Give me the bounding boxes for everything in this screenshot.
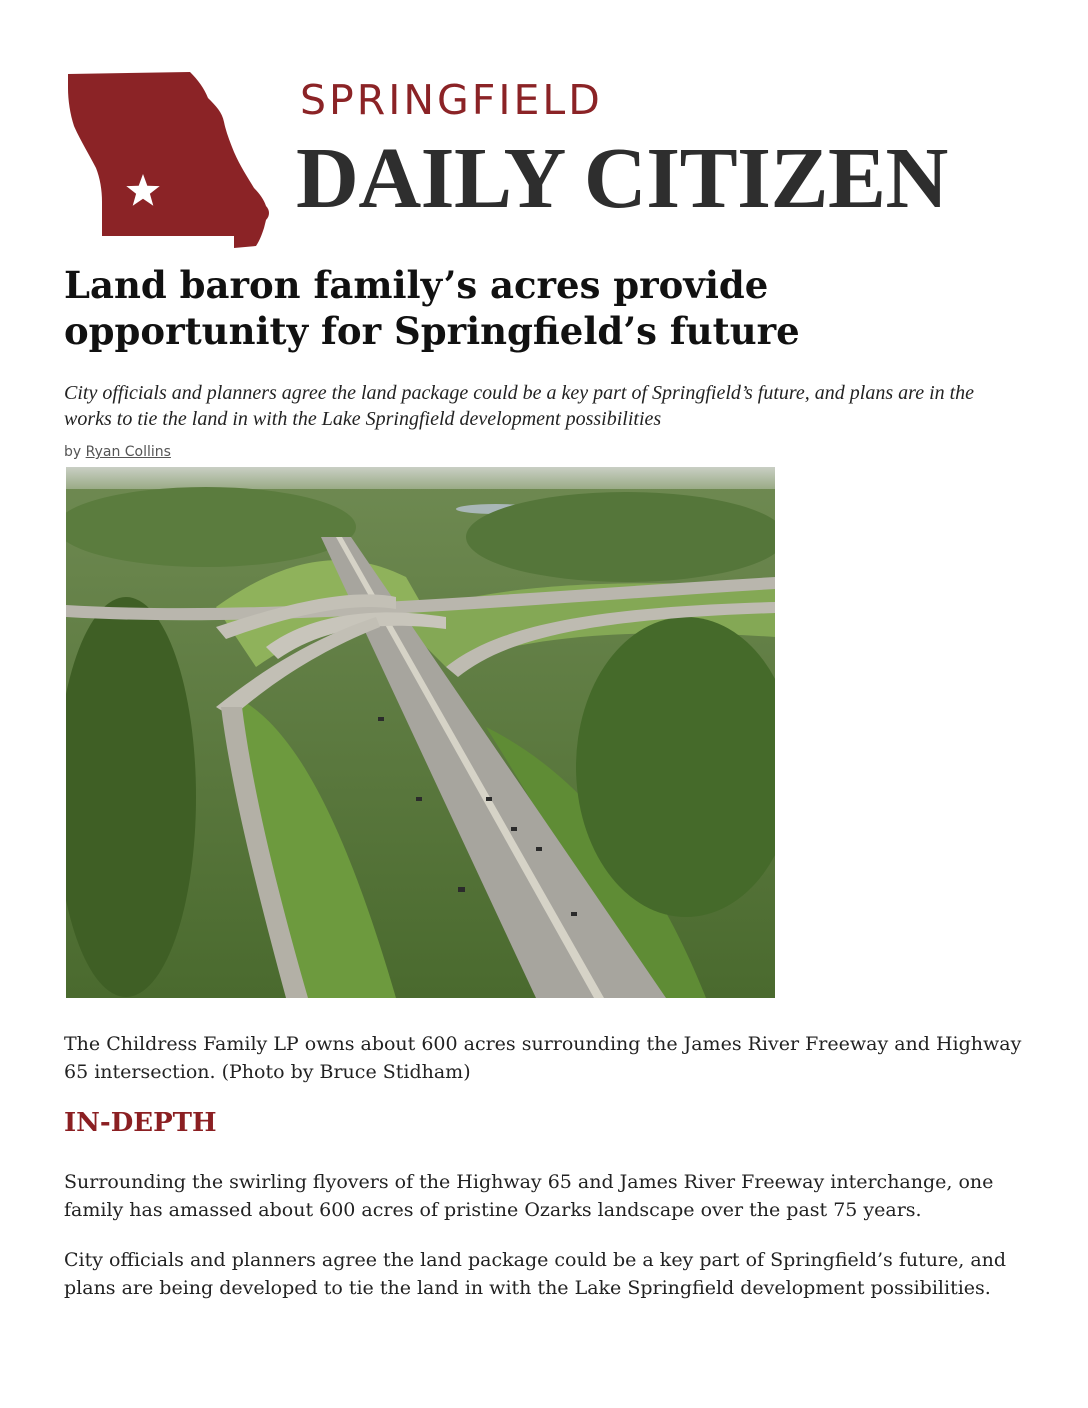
byline-prefix: by: [64, 444, 82, 460]
author-link[interactable]: Ryan Collins: [85, 444, 171, 460]
brand-publication-name: DAILY CITIZEN: [296, 129, 948, 226]
missouri-state-shape: [68, 72, 269, 248]
highway-interchange-photo: [66, 467, 775, 998]
missouri-state-logo: [66, 70, 272, 250]
article-photo: [66, 467, 775, 998]
masthead: [66, 70, 946, 252]
body-paragraph: City officials and planners agree the land package could be a key part of Springfield’s future, and plans are being developed to tie the land in with the Lake Springfield development possibilities.: [64, 1249, 1007, 1299]
article-dek: City officials and planners agree the land package could be a key part of Springfield’s future, and plans are in the works to tie the land in with the Lake Springfield development possibilities: [64, 382, 975, 430]
article-headline: Land baron family’s acres provide opportunity for Springfield’s future: [64, 263, 800, 353]
body-paragraph: Surrounding the swirling flyovers of the Highway 65 and James River Freeway interchange, one family has amassed about 600 acres of pristine Ozarks landscape over the past 75 years.: [64, 1171, 994, 1221]
section-label: IN-DEPTH: [64, 1108, 217, 1138]
brand-city-name: SPRINGFIELD: [300, 76, 603, 124]
photo-caption: The Childress Family LP owns about 600 acres surrounding the James River Freeway and Highway 65 intersection. (Photo by Bruce Stidham): [64, 1033, 1022, 1083]
byline: [64, 444, 171, 460]
